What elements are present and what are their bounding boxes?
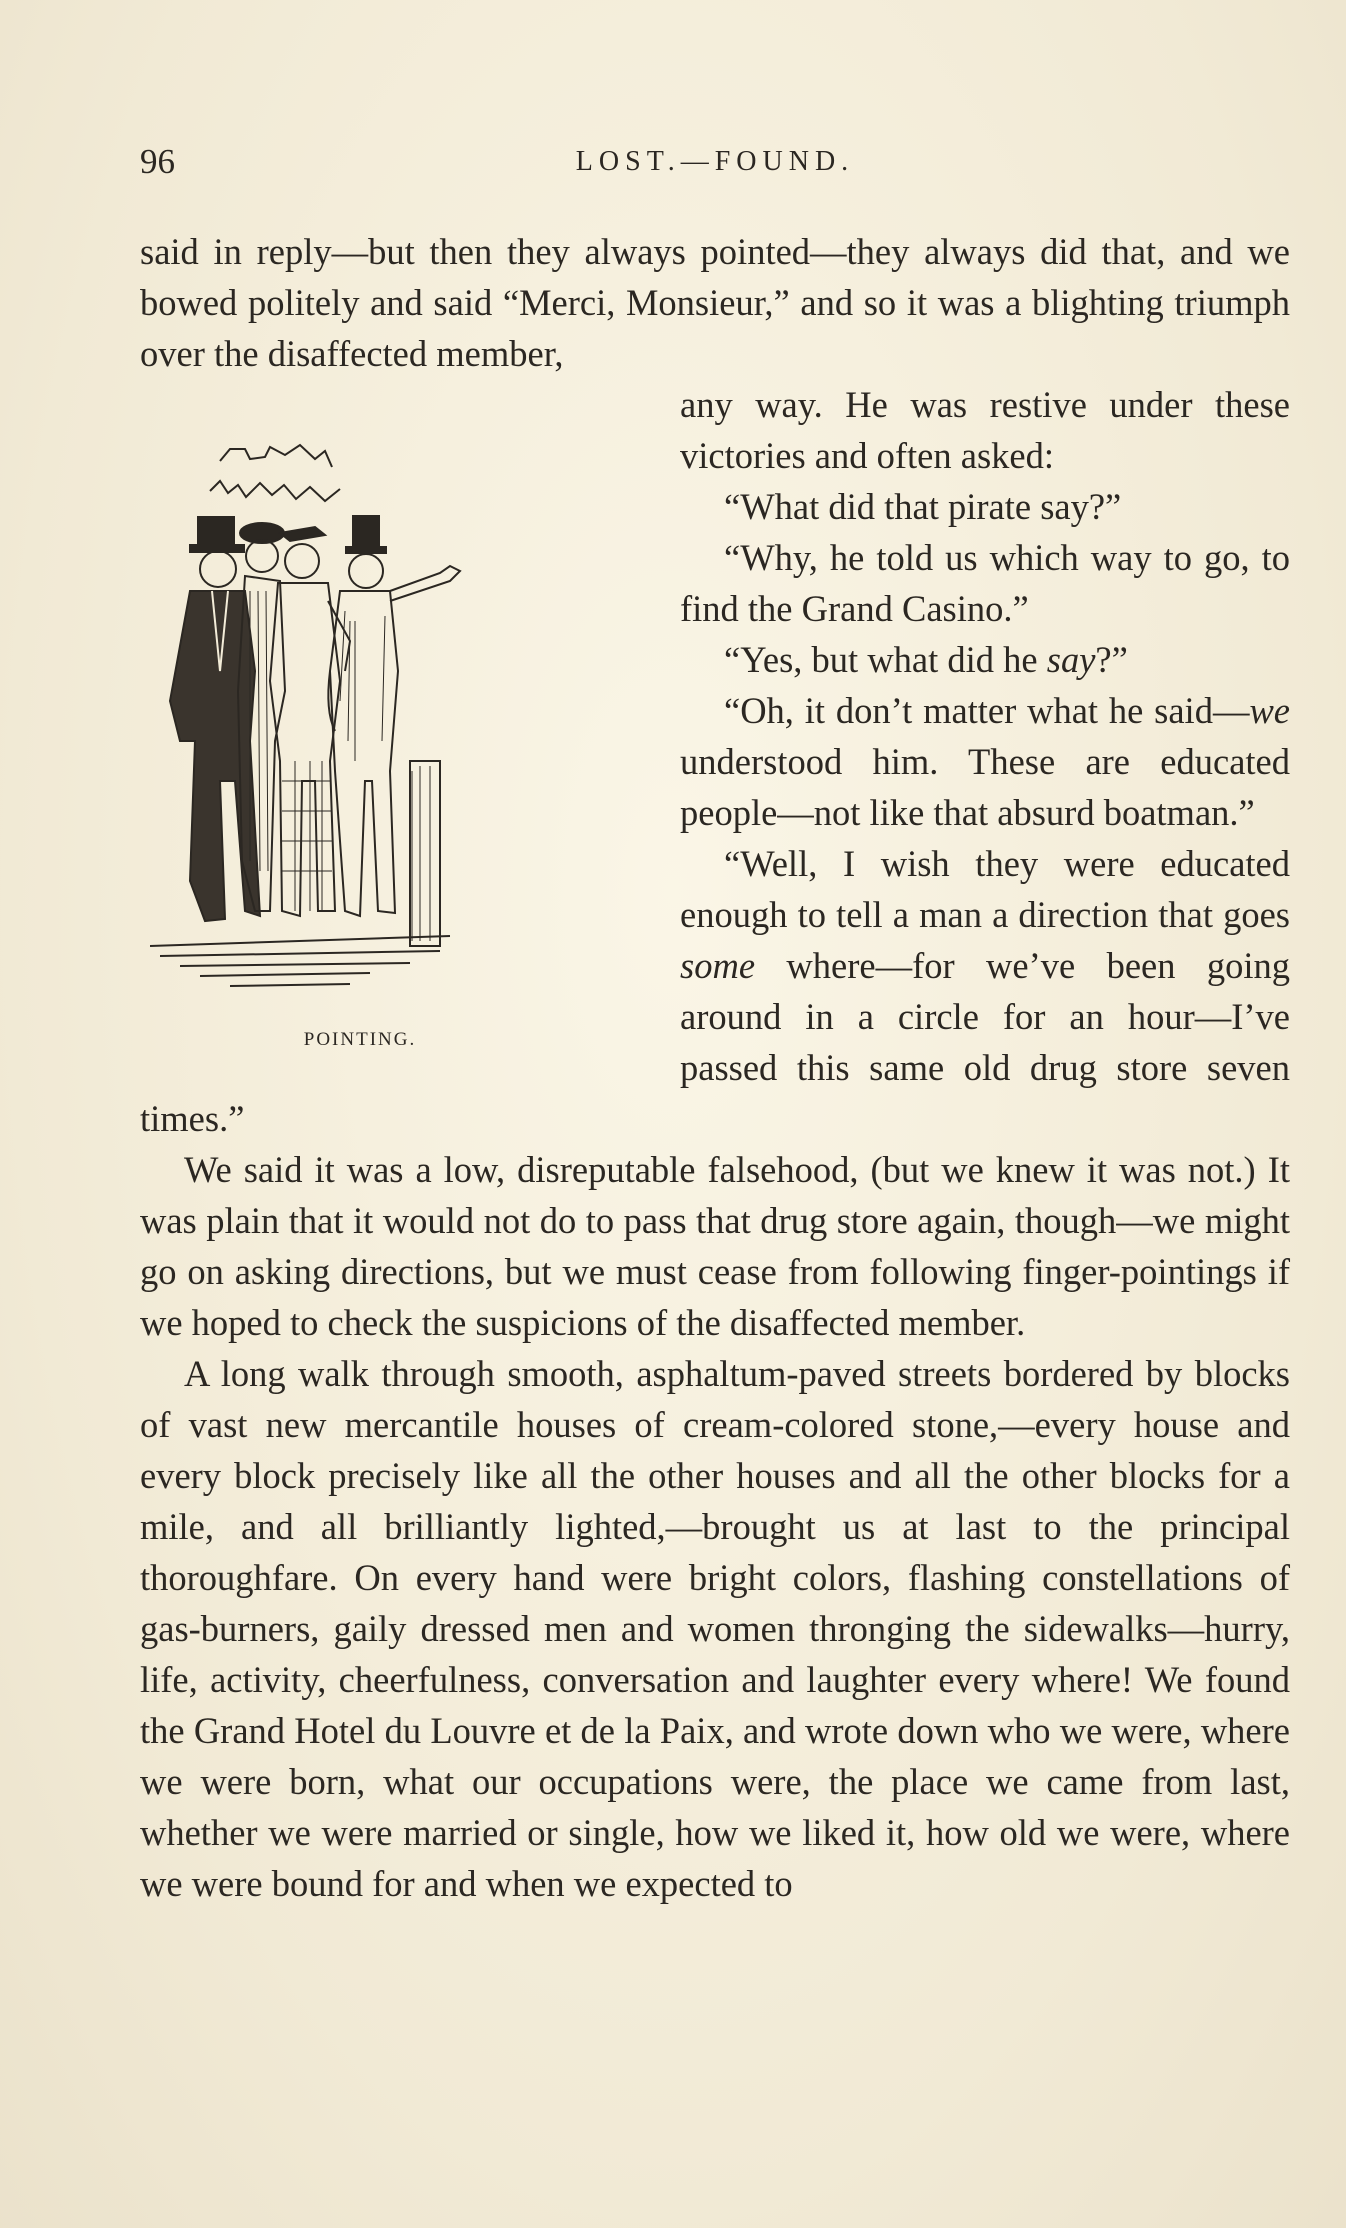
paragraph-8: A long walk through smooth, asphaltum-paved streets bordered by blocks of vast new mercantile houses of cream-colored stone,—every house and every block precisely like all the other houses and all the other blocks for a mile, and all brilliantly lighted,—brought us at last to the principal thoroughfare. On every hand were bright colors, flashing constellations of gas-burners, gaily dressed men and women thronging the sidewalks—hurry, life, activity, cheerfulness, conversation and laughter every where! We found the Grand Hotel du Louvre et de la Paix, and wrote down who we were, where we were born, what our occupations were, the place we came from last, whether we were married or single, how we liked it, how old we were, where we were bound for and when we expected to <box>140 1353 1290 1904</box>
running-head <box>140 142 1290 182</box>
paragraph-6-text-a: “Well, I wish they were educated enough to tell a man a direction that goes <box>680 843 1290 935</box>
paragraph-5-text-b: understood him. These are educated people—not like that absurd boatman.” <box>680 741 1290 833</box>
paragraph-5-text-a: “Oh, it don’t matter what he said— <box>724 690 1250 731</box>
paragraph-6-text-b: where—for we’ve been going around in a circle for an hour—I’ve passed this same old drug store seven times.” <box>140 945 1290 1139</box>
paragraph-4-emphasis: say <box>1046 639 1096 680</box>
figure-caption: POINTING. <box>303 1029 417 1050</box>
paragraph-5-emphasis: we <box>1249 690 1290 731</box>
page-number: 96 <box>140 142 175 181</box>
pointing-illustration <box>140 379 580 1089</box>
paragraph-3: “Why, he told us which way to go, to find the Grand Casino.” <box>680 537 1290 629</box>
body-text <box>140 226 1290 1909</box>
paragraph-1-end: any way. He was restive under these victories and often asked: <box>680 384 1290 476</box>
paragraph-4-text-a: “Yes, but what did he <box>724 639 1047 680</box>
running-title: LOST.—FOUND. <box>575 146 855 177</box>
pointing-engraving-icon <box>150 441 570 1001</box>
paragraph-2: “What did that pirate say?” <box>724 486 1122 527</box>
paragraph-1-start: said in reply—but then they always pointed—they always did that, and we bowed politely and said “Merci, Monsieur,” and so it was a blighting triumph over the disaffected member, <box>140 231 1290 374</box>
paragraph-6-emphasis: some <box>680 945 756 986</box>
paragraph-4-text-b: ?” <box>1095 639 1128 680</box>
paragraph-7: We said it was a low, disreputable falsehood, (but we knew it was not.) It was plain that it would not do to pass that drug store again, though—we might go on asking directions, but we must cease from following finger-pointings if we hoped to check the suspicions of the disaffected member. <box>140 1149 1290 1343</box>
